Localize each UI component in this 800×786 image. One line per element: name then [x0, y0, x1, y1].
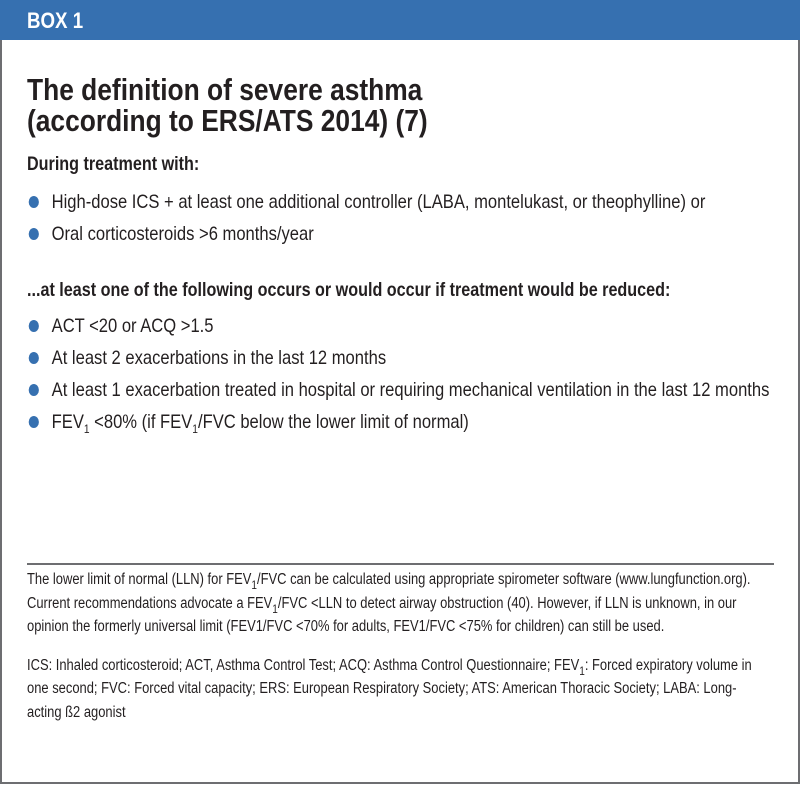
footnote-abbreviations — [27, 654, 770, 725]
subscript: 1 — [272, 601, 278, 616]
list-item — [27, 310, 792, 342]
text: The lower limit of normal (LLN) for FEV — [27, 571, 252, 588]
list-item — [27, 342, 792, 374]
text: : Forced expiratory volume in one second; FVC: Forced vital capacity; ERS: European Respiratory Society; ATS: American Thoracic Society; LABA: Long-acting ß2 agonist — [27, 656, 752, 721]
footnote — [27, 568, 770, 739]
subscript: 1 — [579, 663, 585, 678]
text: ICS: Inhaled corticosteroid; ACT, Asthma Control Test; ACQ: Asthma Control Questionnaire; FEV — [27, 656, 580, 674]
text: /FVC below the lower limit of normal) — [197, 411, 469, 433]
bullet-icon — [29, 352, 39, 364]
text: /FVC <LLN to detect airway obstruction (40). However, if LLN is unknown, in our opinion the formerly universal limit (FEV1/FVC <70% for adults, FEV1/FVC <75% for children) can still be used. — [27, 594, 737, 635]
list-item-text: At least 2 exacerbations in the last 12 months — [51, 347, 387, 369]
box-title — [27, 74, 792, 136]
text: FEV — [51, 411, 84, 433]
bullet-icon — [29, 196, 39, 208]
text: <80% (if FEV — [89, 411, 193, 433]
list-item — [27, 374, 792, 406]
subscript: 1 — [192, 422, 198, 436]
list-item-text: ACT <20 or ACQ >1.5 — [51, 315, 214, 337]
list-item-text: At least 1 exacerbation treated in hospital or requiring mechanical ventilation in the last 12 months — [51, 379, 770, 401]
section-heading-criteria: ...at least one of the following occurs or would occur if treatment would be reduced: — [27, 280, 671, 301]
bullet-icon — [29, 384, 39, 396]
text: /FVC can be calculated using appropriate spirometer software (www.lungfunction.org). Current recommendations advocate a FEV — [27, 571, 751, 612]
subscript: 1 — [251, 578, 257, 592]
subscript: 1 — [83, 422, 90, 436]
footnote-lln — [27, 568, 770, 639]
list-item-text: High-dose ICS + at least one additional controller (LABA, montelukast, or theophylline) or — [51, 191, 706, 213]
box-label: BOX 1 — [27, 8, 84, 33]
list-item-text: Oral corticosteroids >6 months/year — [51, 223, 314, 245]
list-item — [27, 186, 792, 218]
list-item — [27, 218, 792, 250]
title-line-2: (according to ERS/ATS 2014) (7) — [27, 103, 428, 138]
bullet-icon — [29, 228, 39, 240]
section-heading-treatment: During treatment with: — [27, 154, 200, 175]
list-item-fev — [27, 406, 792, 438]
title-line-1: The definition of severe asthma — [27, 72, 423, 107]
bullet-icon — [29, 320, 39, 332]
criteria-list — [27, 310, 792, 438]
treatment-list — [27, 186, 792, 250]
divider — [27, 563, 774, 565]
box-header — [0, 0, 800, 40]
bullet-icon — [29, 416, 39, 428]
box-content — [27, 74, 792, 438]
